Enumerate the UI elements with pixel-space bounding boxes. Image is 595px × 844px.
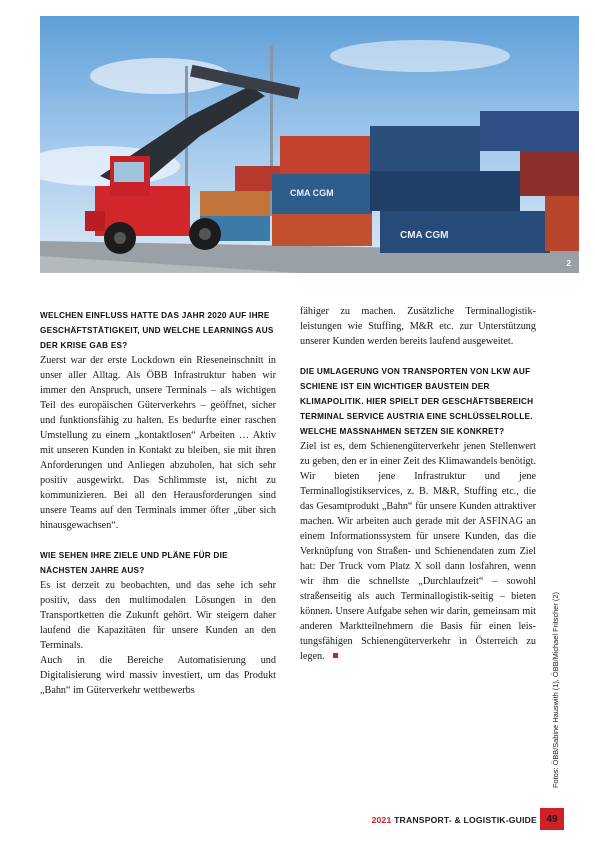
right-column — [300, 304, 536, 664]
left-column — [40, 308, 276, 698]
photo-number: 2 — [566, 259, 571, 268]
svg-text:CMA CGM: CMA CGM — [400, 230, 449, 241]
reach-stacker-photo — [40, 16, 579, 273]
question-1: WELCHEN EINFLUSS HATTE DAS JAHR 2020 AUF IHRE GESCHÄFTSTÄTIGKEIT, UND WELCHE LEARNINGS AUS DER KRISE GAB ES? — [40, 311, 274, 350]
answer-1: Zuerst war der erste Lockdown ein Rieseneinschnitt in unser aller Alltag. Als ÖBB Infrastruktur haben wir immer den Anspruch, unsere Terminals – als wichtigen Teil des europäischen Güterverkehrs – geöffnet, sicher und funktionsfähig zu halten. Es bedurfte einer raschen Umstellung zu einem „kontaktlosen“ Arbeiten … Aktiv mit unseren Kunden in Kontakt zu bleiben, sie mit ihren Anforderungen und Anliegen abzuholen, hat sich sehr positiv ausgewirkt. Das Schlimmste ist, nicht zu kommunizieren. Bei all den Herausforderungen sind unsere Teams auf den Terminals immer öfter „über sich hinausgewachsen“. — [40, 355, 276, 531]
container-terminal-image — [40, 16, 579, 273]
end-mark-icon — [333, 653, 338, 658]
question-2: WIE SEHEN IHRE ZIELE UND PLÄNE FÜR DIE NÄCHSTEN JAHRE AUS? — [40, 551, 228, 575]
footer-guide-title: TRANSPORT- & LOGISTIK-GUIDE — [394, 815, 537, 825]
page-number: 49 — [540, 808, 564, 830]
svg-text:CMA CGM: CMA CGM — [290, 188, 334, 198]
answer-2-paragraph-1: Es ist derzeit zu beobachten, und das sehe ich sehr positiv, dass den multimodalen Lösungen in den Transportketten die Zukunft gehört. Wir steigern daher laufend die Kapazitäten für unsere Kunden an den Terminals. — [40, 580, 276, 651]
question-3: DIE UMLAGERUNG VON TRANSPORTEN VON LKW AUF SCHIENE IST EIN WICHTIGER BAUSTEIN DER KLIMAPOLITIK. HIER SPIELT DER GESCHÄFTSBEREICH TERMINAL SERVICE AUSTRIA EINE SCHLÜSSELROLLE. WELCHE MASSNAHMEN SETZEN SIE KONKRET? — [300, 367, 534, 436]
answer-2-paragraph-2: Auch in die Bereiche Automatisierung und Digitalisierung wird massiv investiert, um das Produkt „Bahn“ im Güterverkehr wettbewerbs — [40, 655, 276, 696]
photo-credit: Fotos: ÖBB/Sabine Hauswith (1), ÖBB/Michael Fritscher (2) — [551, 592, 560, 788]
footer-year: 2021 — [371, 815, 392, 825]
answer-2-continued: fähiger zu machen. Zusätzliche Terminallogistikleistungen wie Stuffing, M&R etc. zur Unterstützung unserer Kunden werden bereits laufend ausgeweitet. — [300, 306, 536, 347]
footer-title — [372, 815, 537, 825]
answer-3 — [300, 439, 536, 664]
answer-3-text: Ziel ist es, dem Schienengüterverkehr jenen Stellenwert zu geben, den er in einer Zeit des Klimawandels benötigt. Wir bieten jene Infrastruktur und jene Terminallogistikservices, z. B. M&R, Stuffing etc., die das Gesamtprodukt „Bahn“ für unsere Kunden attraktiver machen. Wir arbeiten auch gerade mit der ASFINAG an einem Informationssystem für unsere Kunden, das die Verknüpfung von Straßen- und Schienendaten zum Ziel hat: Der Truck vom Platz X soll dann losfahren, wenn wir ihm die schnellste „Durchlaufzeit“ – sowohl straßenseitig als auch Terminallogistik-seitig – bieten können. Unsere Aufgabe sehen wir darin, gemeinsam mit anderen Marktteilnehmern die Basis für einen leistungsfähigen Schienengüterverkehr in Österreich zu legen. — [300, 441, 536, 662]
